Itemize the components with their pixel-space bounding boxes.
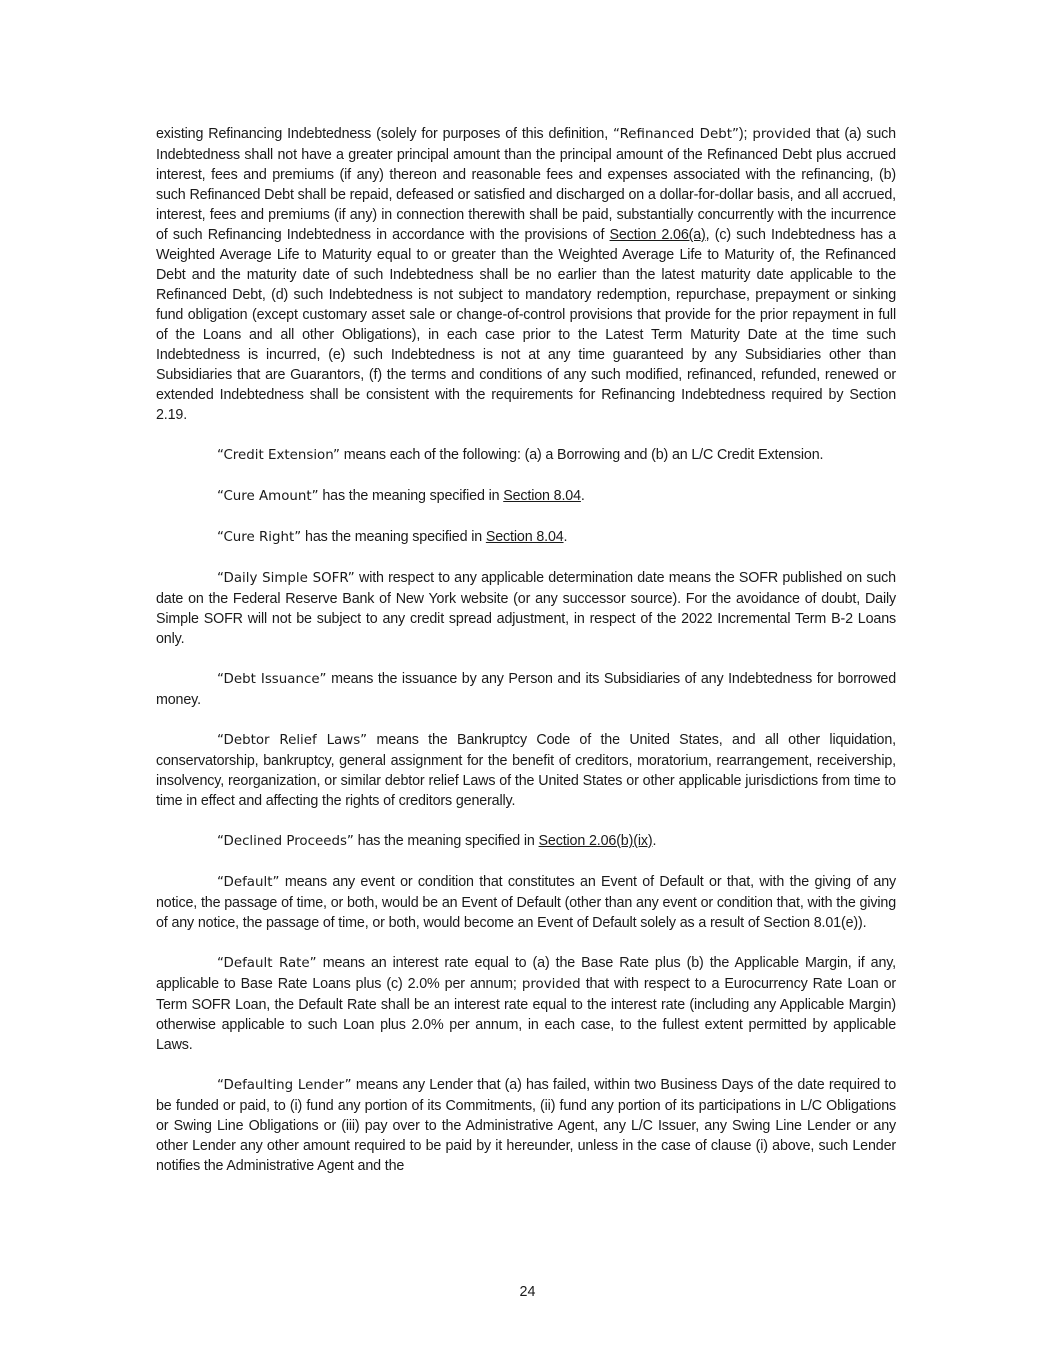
text: .: [563, 529, 568, 545]
defined-term: “Debt Issuance”: [217, 672, 327, 687]
text: );: [738, 126, 753, 142]
text: has the meaning specified in: [318, 488, 504, 504]
defined-term: “Default”: [217, 875, 280, 890]
defined-term: “Cure Amount”: [217, 489, 319, 504]
definition-default-rate: [156, 953, 896, 1055]
text: that with respect to a Eurocurrency Rate Loan or Term SOFR Loan, the Default Rate shall be an interest rate equal to the interest rate (including any Applicable Margin) otherwise applicable to such Loan plus 2.0% per annum, in each case, to the fullest extent permitted by applicable Laws.: [156, 976, 897, 1053]
text: means the Bankruptcy Code of the United States, and all other liquidation, conservatorship, bankruptcy, general assignment for the benefit of creditors, moratorium, rearrangement, receivership, insolvency, reorganization, or similar debtor relief Laws of the United States or other applicable jurisdictions from time to time in effect and affecting the rights of creditors generally.: [156, 732, 896, 809]
defined-term: “Credit Extension”: [217, 448, 340, 463]
text: that (a) such Indebtedness shall not have a greater principal amount than the principal amount of the Refinanced Debt plus accrued interest, fees and premiums (if any) thereon and reasonable fees and expenses associated with the refinancing, (b) such Refinanced Debt shall be repaid, defeased or satisfied and discharged on a dollar-for-dollar basis, and all accrued, interest, fees and premiums (if any) in connection therewith shall be paid, substantially concurrently with the incurrence of such Refinancing Indebtedness in accordance with the provisions of: [156, 126, 896, 243]
definition-daily-simple-sofr: [156, 568, 896, 649]
definition-debtor-relief-laws: [156, 730, 896, 811]
definition-defaulting-lender: [156, 1075, 896, 1176]
text: means each of the following: (a) a Borrowing and (b) an L/C Credit Extension.: [339, 447, 824, 463]
section-reference-link[interactable]: Section 8.04: [485, 529, 564, 545]
defined-term: “Defaulting Lender”: [217, 1078, 352, 1093]
paragraph-refinanced-debt-continuation: [156, 124, 896, 425]
text: .: [652, 833, 657, 849]
text: existing Refinancing Indebtedness (solely for purposes of this definition,: [156, 126, 614, 142]
defined-term: “Default Rate”: [217, 956, 317, 971]
section-reference-link[interactable]: Section 2.06(b)(ix): [538, 833, 653, 849]
text: , (c) such Indebtedness has a Weighted Average Life to Maturity equal to or greater than the Weighted Average Life to Maturity of, the Refinanced Debt and the maturity date of such Indebtedness shall be no earlier than the latest maturity date applicable to the Refinanced Debt, (d) such Indebtedness is not subject to mandatory redemption, repurchase, prepayment or sinking fund obligation (except customary asset sale or change-of-control provisions that provide for the prior repayment in full of the Loans and all other Obligations), in each case prior to the Latest Term Maturity Date at the time such Indebtedness is incurred, (e) such Indebtedness is not at any time guaranteed by any Subsidiaries other than Subsidiaries that are Guarantors, (f) the terms and conditions of any such modified, refinanced, refunded, renewed or extended Indebtedness shall be consistent with the requirements for Refinancing Indebtedness required by Section 2.19.: [156, 227, 896, 423]
definition-declined-proceeds: [156, 831, 896, 852]
page-number: 24: [519, 1284, 536, 1300]
definition-debt-issuance: [156, 669, 896, 710]
definition-cure-right: [156, 527, 896, 548]
defined-term: “Daily Simple SOFR”: [217, 571, 355, 586]
text: has the meaning specified in: [301, 529, 486, 545]
proviso-term: provided: [521, 977, 581, 992]
document-body: [156, 124, 896, 1196]
text: with respect to any applicable determination date means the SOFR published on such date on the Federal Reserve Bank of New York website (or any successor source). For the avoidance of doubt, Daily Simple SOFR will not be subject to any credit spread adjustment, in respect of the 2022 Incremental Term B-2 Loans only.: [156, 570, 896, 647]
text: means any Lender that (a) has failed, within two Business Days of the date required to be funded or paid, to (i) fund any portion of its Commitments, (ii) fund any portion of its participations in L/C Obligations or Swing Line Obligations or (iii) pay over to the Administrative Agent, any L/C Issuer, any Swing Line Lender or any other Lender any other amount required to be paid by it hereunder, unless in the case of clause (i) above, such Lender notifies the Administrative Agent and the: [156, 1077, 897, 1174]
section-reference-link[interactable]: Section 2.06(a): [609, 227, 706, 243]
defined-term: “Declined Proceeds”: [217, 834, 354, 849]
defined-term: “Cure Right”: [217, 530, 302, 545]
text: means an interest rate equal to (a) the Base Rate plus (b) the Applicable Margin, if any, applicable to Base Rate Loans plus (c) 2.0% per annum;: [156, 955, 897, 992]
text: means the issuance by any Person and its Subsidiaries of any Indebtedness for borrowed money.: [156, 671, 896, 708]
text: .: [580, 488, 585, 504]
defined-term: “Debtor Relief Laws”: [217, 733, 368, 748]
section-reference-link[interactable]: Section 8.04: [503, 488, 581, 504]
text: means any event or condition that constitutes an Event of Default or that, with the giving of any notice, the passage of time, or both, would be an Event of Default (other than any event or condition that, with the giving of any notice, the passage of time, or both, would become an Event of Default solely as a result of Section 8.01(e)).: [156, 874, 896, 931]
definition-cure-amount: [156, 486, 896, 507]
definition-credit-extension: [156, 445, 896, 466]
defined-term: “Refinanced Debt”: [613, 127, 739, 142]
definition-default: [156, 872, 896, 933]
text: has the meaning specified in: [353, 833, 539, 849]
proviso-term: provided: [752, 127, 812, 142]
